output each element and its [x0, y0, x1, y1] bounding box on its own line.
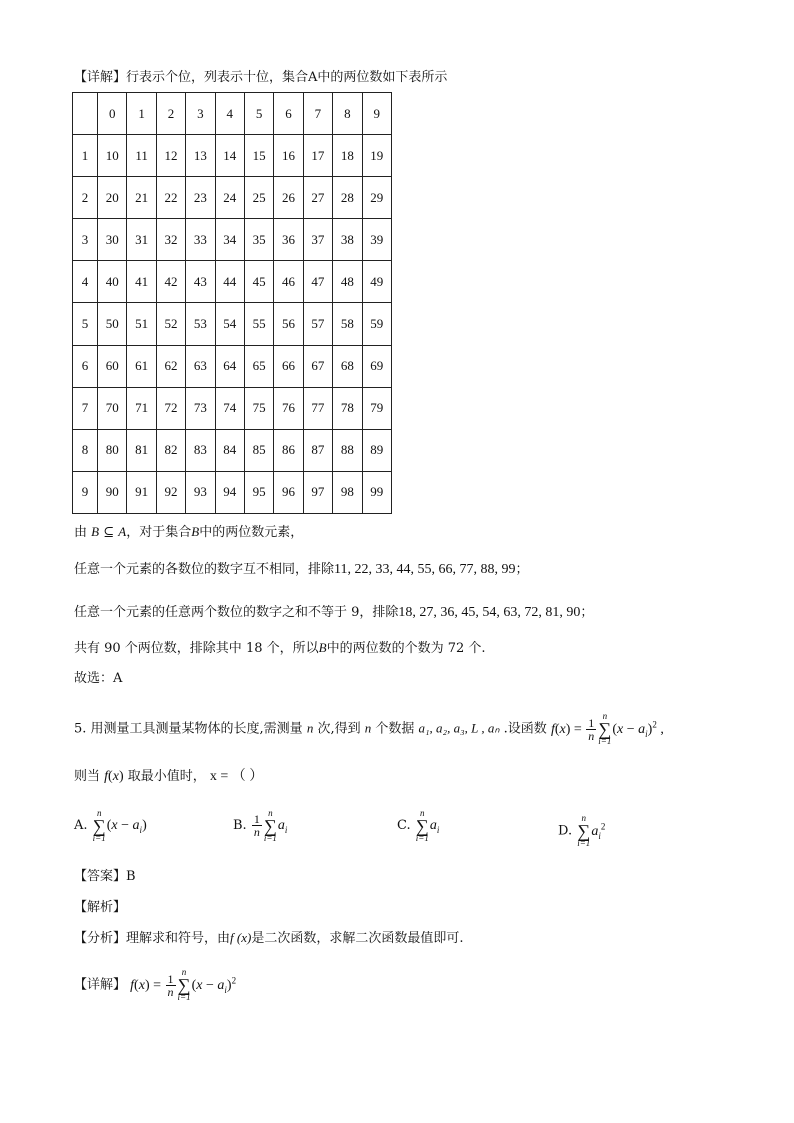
table-cell: 81 — [127, 429, 156, 471]
table-cell: 10 — [98, 135, 127, 177]
p4-pre: 共有 90 个两位数，排除其中 18 个，所以 — [74, 641, 319, 656]
q5-text-d: .设函数 — [503, 721, 547, 737]
option-a: A. n ∑ i=1 $(x - a_i)$ — [74, 807, 147, 843]
choose-line — [74, 667, 122, 686]
table-cell: 89 — [362, 429, 391, 471]
table-cell: 27 — [303, 177, 332, 219]
digit-table — [72, 92, 392, 514]
table-row — [73, 471, 392, 513]
table-cell: 93 — [186, 471, 215, 513]
table-cell: 2 — [156, 93, 185, 135]
fraction-1-over-n: $\frac{1}{n}$ — [588, 715, 595, 743]
table-cell: 52 — [156, 303, 185, 345]
table-cell: 53 — [186, 303, 215, 345]
sigma-icon: n ∑ i=1 — [263, 807, 277, 843]
intro-line — [74, 66, 447, 85]
sigma-icon: n ∑ i=1 — [92, 807, 106, 843]
table-cell: 36 — [274, 219, 303, 261]
q5-text-b: 次,得到 — [317, 721, 361, 737]
para-count — [74, 637, 486, 656]
table-cell: 59 — [362, 303, 391, 345]
fenxi-fx: f (x) — [230, 930, 252, 945]
table-cell: 4 — [73, 261, 98, 303]
table-cell: 79 — [362, 387, 391, 429]
q5-text-a: 5. 用测量工具测量某物体的长度,需测量 — [74, 721, 303, 737]
table-cell: 84 — [215, 429, 244, 471]
table-cell: 38 — [333, 219, 362, 261]
table-cell: 37 — [303, 219, 332, 261]
table-cell: 8 — [73, 429, 98, 471]
table-cell: 31 — [127, 219, 156, 261]
table-row — [73, 303, 392, 345]
table-cell: 41 — [127, 261, 156, 303]
table-cell: 4 — [215, 93, 244, 135]
table-cell: 14 — [215, 135, 244, 177]
sigma-icon: n ∑ i=1 — [177, 967, 191, 1003]
p1-tail: 中的两位数元素， — [199, 525, 304, 540]
p1-post: ，对于集合 — [126, 525, 192, 540]
table-row — [73, 219, 392, 261]
analysis-tag: 【解析】 — [74, 900, 127, 915]
table-cell: 48 — [333, 261, 362, 303]
table-cell: 35 — [244, 219, 273, 261]
table-row — [73, 261, 392, 303]
table-cell: 25 — [244, 177, 273, 219]
table-cell: 97 — [303, 471, 332, 513]
table-cell: 15 — [244, 135, 273, 177]
para-distinct — [74, 558, 529, 578]
table-cell: 60 — [98, 345, 127, 387]
table-cell: 92 — [156, 471, 185, 513]
p3-text: 任意一个元素的任意两个数位的数字之和不等于 9，排除 — [74, 605, 399, 620]
table-cell: 7 — [303, 93, 332, 135]
table-cell: 19 — [362, 135, 391, 177]
table-cell: 86 — [274, 429, 303, 471]
table-cell: 96 — [274, 471, 303, 513]
p2-end: ； — [515, 562, 529, 577]
table-cell: 1 — [127, 93, 156, 135]
fenxi-text-2: 是二次函数，求解二次函数最值即可. — [251, 931, 464, 946]
set-b-3: B — [318, 640, 327, 655]
table-row — [73, 135, 392, 177]
table-cell: 68 — [333, 345, 362, 387]
table-cell: 65 — [244, 345, 273, 387]
sigma-icon: n ∑ i=1 — [598, 711, 612, 747]
table-cell: 32 — [156, 219, 185, 261]
table-cell: 72 — [156, 387, 185, 429]
table-cell: 3 — [186, 93, 215, 135]
p3-nums: 18, 27, 36, 45, 54, 63, 72, 81, 90 — [398, 605, 581, 620]
function-def-2: f(x) = $\frac{1}{n}$ n ∑ i=1 $(x - a_i)^2$ — [130, 967, 237, 1003]
table-cell: 62 — [156, 345, 185, 387]
sigma-icon: n ∑ i=1 — [577, 813, 591, 849]
set-b-2: B — [191, 524, 200, 539]
table-cell: 8 — [333, 93, 362, 135]
table-cell: 30 — [98, 219, 127, 261]
p3-end: ； — [580, 605, 594, 620]
table-cell — [73, 93, 98, 135]
table-cell: 3 — [73, 219, 98, 261]
table-header-row — [73, 93, 392, 135]
table-row — [73, 387, 392, 429]
table-cell: 55 — [244, 303, 273, 345]
table-cell: 82 — [156, 429, 185, 471]
table-cell: 9 — [362, 93, 391, 135]
table-cell: 46 — [274, 261, 303, 303]
table-cell: 67 — [303, 345, 332, 387]
table-cell: 16 — [274, 135, 303, 177]
p2-nums: 11, 22, 33, 44, 55, 66, 77, 88, 99 — [334, 562, 516, 577]
table-cell: 43 — [186, 261, 215, 303]
var-n-2: n — [364, 720, 372, 736]
table-cell: 6 — [73, 345, 98, 387]
q5-text-c: 个数据 — [375, 721, 415, 737]
fenxi-tag: 【分析】 — [74, 931, 127, 946]
table-cell: 18 — [333, 135, 362, 177]
option-d-label: D. — [558, 823, 573, 839]
table-cell: 29 — [362, 177, 391, 219]
table-cell: 9 — [73, 471, 98, 513]
data-sequence: a₁, a₂, a₃, L , aₙ — [418, 720, 500, 736]
table-cell: 23 — [186, 177, 215, 219]
q5-blank: x = （ ） — [209, 769, 264, 784]
table-cell: 44 — [215, 261, 244, 303]
table-cell: 24 — [215, 177, 244, 219]
para-sum — [74, 601, 593, 621]
detail2-tag: 【详解】 — [74, 977, 127, 993]
table-cell: 20 — [98, 177, 127, 219]
subset-symbol: ⊆ — [103, 525, 115, 540]
table-cell: 5 — [244, 93, 273, 135]
table-cell: 63 — [186, 345, 215, 387]
table-cell: 50 — [98, 303, 127, 345]
q5-line2: 则当 f(x) 取最小值时， x = （ ） — [74, 769, 264, 784]
table-cell: 42 — [156, 261, 185, 303]
table-cell: 45 — [244, 261, 273, 303]
table-cell: 11 — [127, 135, 156, 177]
table-cell: 22 — [156, 177, 185, 219]
table-row — [73, 177, 392, 219]
table-cell: 34 — [215, 219, 244, 261]
table-cell: 5 — [73, 303, 98, 345]
choose-text: 故选：A — [74, 671, 123, 686]
q5-line1 — [74, 704, 664, 753]
set-a: A — [118, 524, 127, 539]
answer-tag: 【答案】 — [74, 869, 127, 884]
table-cell: 94 — [215, 471, 244, 513]
fraction-1-over-n: $\frac{1}{n}$ — [253, 812, 260, 840]
table-cell: 57 — [303, 303, 332, 345]
option-c: C. n ∑ i=1 $a_i$ — [397, 807, 440, 843]
table-cell: 0 — [98, 93, 127, 135]
table-cell: 28 — [333, 177, 362, 219]
option-d: D. n ∑ i=1 $a_i^2$ — [558, 813, 606, 849]
fenxi-text-1: 理解求和符号，由 — [126, 931, 231, 946]
table-cell: 70 — [98, 387, 127, 429]
set-b: B — [91, 524, 100, 539]
option-a-label: A. — [74, 818, 88, 833]
table-cell: 71 — [127, 387, 156, 429]
table-row — [73, 429, 392, 471]
table-cell: 2 — [73, 177, 98, 219]
table-cell: 74 — [215, 387, 244, 429]
table-cell: 75 — [244, 387, 273, 429]
table-cell: 98 — [333, 471, 362, 513]
table-cell: 64 — [215, 345, 244, 387]
option-c-label: C. — [397, 818, 411, 833]
table-cell: 95 — [244, 471, 273, 513]
table-cell: 66 — [274, 345, 303, 387]
table-cell: 54 — [215, 303, 244, 345]
detail-tag: 【详解】 — [74, 70, 127, 85]
q5-when: 则当 — [74, 769, 101, 784]
fraction-1-over-n: $\frac{1}{n}$ — [167, 971, 174, 999]
table-cell: 69 — [362, 345, 391, 387]
table-cell: 51 — [127, 303, 156, 345]
table-cell: 40 — [98, 261, 127, 303]
table-cell: 78 — [333, 387, 362, 429]
table-cell: 39 — [362, 219, 391, 261]
table-cell: 87 — [303, 429, 332, 471]
sigma-icon: n ∑ i=1 — [415, 807, 429, 843]
table-cell: 76 — [274, 387, 303, 429]
table-cell: 88 — [333, 429, 362, 471]
detail2-line — [74, 960, 236, 1009]
p1-pre: 由 — [74, 525, 88, 540]
fenxi-line — [74, 927, 463, 946]
analysis-line — [74, 896, 126, 915]
answer-line — [74, 865, 136, 884]
table-cell: 80 — [98, 429, 127, 471]
table-cell: 56 — [274, 303, 303, 345]
var-n: n — [306, 720, 314, 736]
table-cell: 6 — [274, 93, 303, 135]
table-cell: 1 — [73, 135, 98, 177]
table-cell: 26 — [274, 177, 303, 219]
table-cell: 47 — [303, 261, 332, 303]
table-cell: 99 — [362, 471, 391, 513]
table-cell: 13 — [186, 135, 215, 177]
option-b-label: B. — [233, 818, 247, 833]
q5-min: 取最小值时， — [127, 769, 206, 784]
table-cell: 49 — [362, 261, 391, 303]
function-def: f(x) = $\frac{1}{n}$ n ∑ i=1 $(x - a_i)^2$ , — [550, 711, 664, 747]
table-cell: 33 — [186, 219, 215, 261]
table-cell: 17 — [303, 135, 332, 177]
table-cell: 7 — [73, 387, 98, 429]
table-cell: 85 — [244, 429, 273, 471]
table-cell: 12 — [156, 135, 185, 177]
table-row — [73, 345, 392, 387]
table-cell: 77 — [303, 387, 332, 429]
table-cell: 83 — [186, 429, 215, 471]
table-cell: 21 — [127, 177, 156, 219]
table-cell: 58 — [333, 303, 362, 345]
table-cell: 91 — [127, 471, 156, 513]
table-cell: 90 — [98, 471, 127, 513]
answer-value: B — [126, 869, 136, 884]
para-subset — [74, 521, 303, 540]
option-b: B. $\frac{1}{n}$ n ∑ i=1 $a_i$ — [233, 807, 288, 843]
p2-text: 任意一个元素的各数位的数字互不相同，排除 — [74, 562, 335, 577]
table-cell: 73 — [186, 387, 215, 429]
p4-post: 中的两位数的个数为 72 个. — [326, 641, 486, 656]
table-cell: 61 — [127, 345, 156, 387]
intro-text: 行表示个位，列表示十位，集合A中的两位数如下表所示 — [126, 70, 448, 85]
